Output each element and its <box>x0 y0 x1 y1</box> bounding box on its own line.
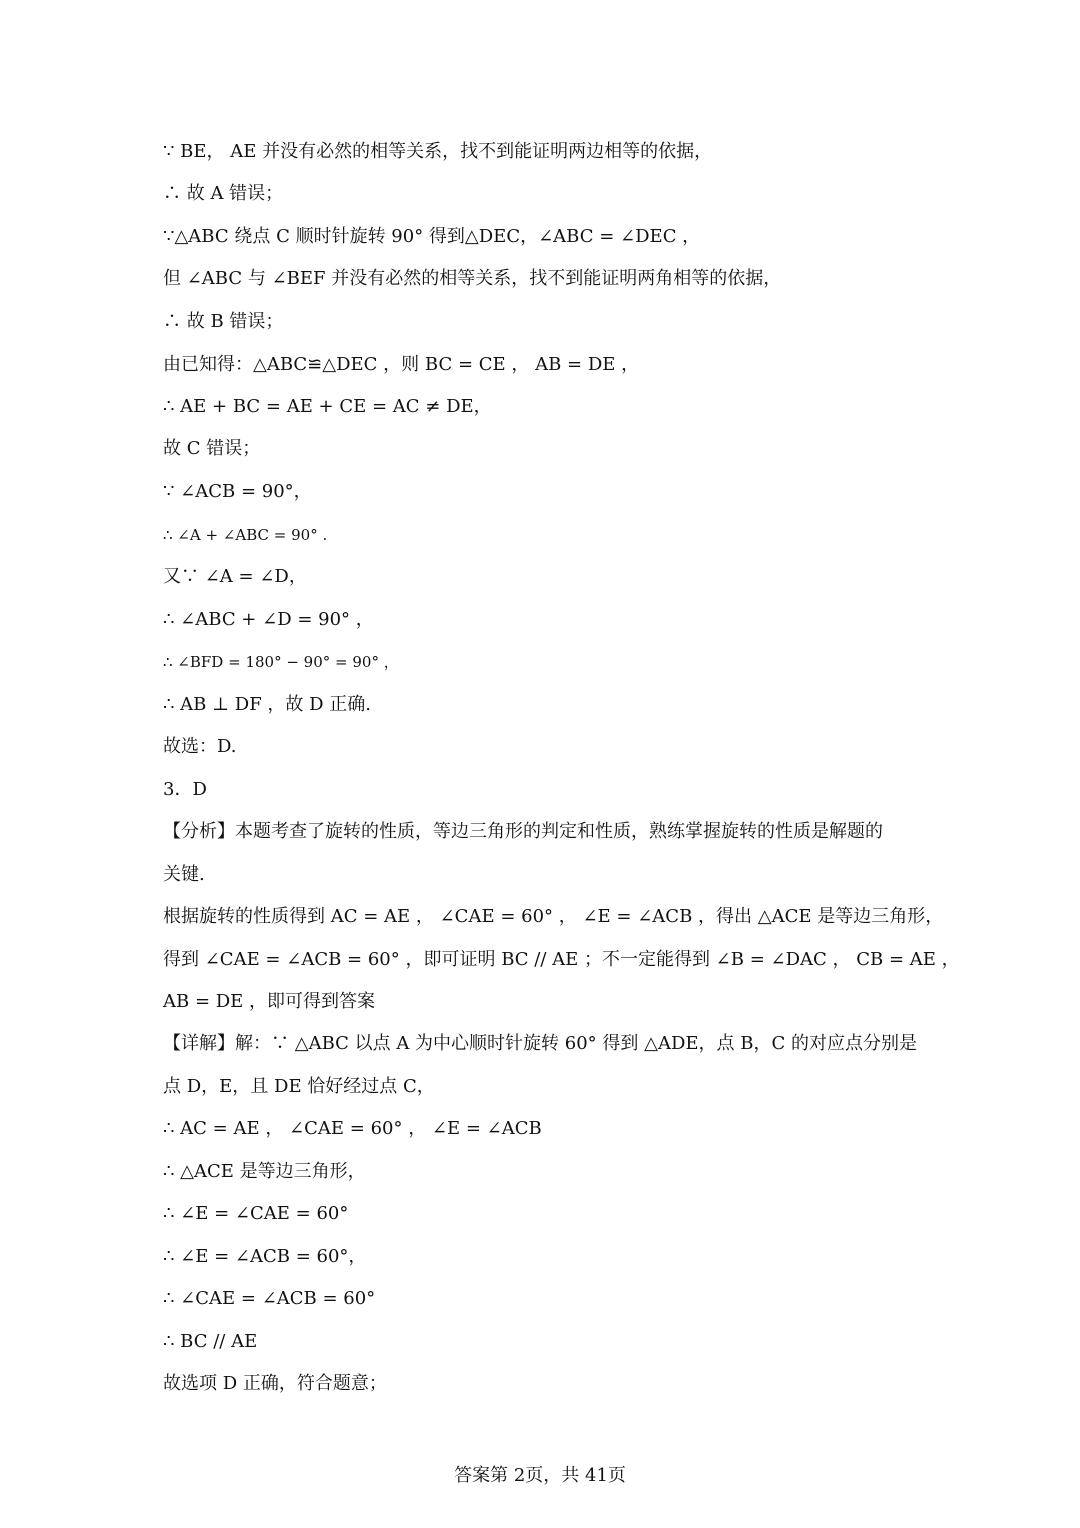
text-line: 故 C 错误； <box>163 438 261 459</box>
solution-line: 【详解】解：∵ △ABC 以点 A 为中心顺时针旋转 60° 得到 △ADE，点 B，C 的对应点分别是 <box>163 1033 917 1054</box>
text-line: ∴ 故 A 错误； <box>163 183 284 204</box>
page-footer: 答案第 2页，共 41页 <box>454 1465 626 1486</box>
text-line: ∴ AB ⊥ DF ，故 D 正确. <box>163 694 372 715</box>
text-line: ∴ ∠E = ∠ACB = 60°， <box>163 1246 367 1267</box>
text-line: 故选：D. <box>163 736 237 757</box>
text-line: ∴ △ACE 是等边三角形， <box>163 1161 366 1182</box>
text-line: 但 ∠ABC 与 ∠BEF 并没有必然的相等关系，找不到能证明两角相等的依据， <box>163 268 782 289</box>
text-line: ∴ ∠E = ∠CAE = 60° <box>163 1203 349 1224</box>
text-line: 又∵ ∠A = ∠D， <box>163 566 307 587</box>
analysis-line: 【分析】本题考查了旋转的性质，等边三角形的判定和性质，熟练掌握旋转的性质是解题的 <box>163 821 883 842</box>
text-line: ∴ ∠BFD = 180° − 90° = 90° ， <box>163 653 399 671</box>
text-line: ∴ ∠A + ∠ABC = 90° . <box>163 526 328 544</box>
text-line: ∴ BC // AE <box>163 1331 258 1352</box>
text-line: ∵ BE， AE 并没有必然的相等关系，找不到能证明两边相等的依据， <box>163 141 713 162</box>
text-line: ∴ ∠CAE = ∠ACB = 60° <box>163 1288 376 1309</box>
text-line: ∵ ∠ACB = 90°， <box>163 481 312 502</box>
solution-line: 点 D，E，且 DE 恰好经过点 C， <box>163 1076 435 1097</box>
text-line: ∴ 故 B 错误； <box>163 311 284 332</box>
text-line: ∵△ABC 绕点 C 顺时针旋转 90° 得到△DEC，∠ABC = ∠DEC ， <box>163 226 701 247</box>
question-number: 3．D <box>163 779 207 800</box>
text-line: ∴ ∠ABC + ∠D = 90° ， <box>163 609 374 630</box>
text-line: 得到 ∠CAE = ∠ACB = 60° ，即可证明 BC // AE ；不一定能得到 ∠B = ∠DAC ， CB = AE ， <box>163 949 960 970</box>
analysis-line: 关键. <box>163 864 205 885</box>
text-line: 由已知得：△ABC≌△DEC ，则 BC = CE ， AB = DE ， <box>163 354 640 375</box>
text-line: 故选项 D 正确，符合题意； <box>163 1373 387 1394</box>
text-line: ∴ AC = AE ， ∠CAE = 60° ， ∠E = ∠ACB <box>163 1118 542 1139</box>
text-line: ∴ AE + BC = AE + CE = AC ≠ DE， <box>163 396 492 417</box>
text-line: AB = DE ，即可得到答案 <box>163 991 376 1012</box>
text-line: 根据旋转的性质得到 AC = AE ， ∠CAE = 60° ， ∠E = ∠ACB ，得出 △ACE 是等边三角形， <box>163 906 944 927</box>
